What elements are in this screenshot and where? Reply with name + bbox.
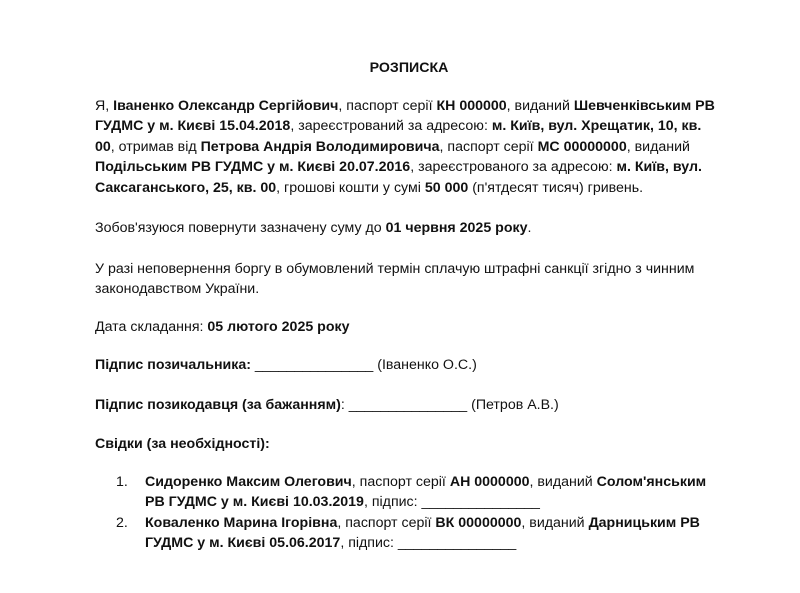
witnesses-heading-text: Свідки (за необхідності):	[95, 436, 270, 452]
text-fragment: , зареєстрований за адресою:	[290, 118, 492, 134]
signature-blank: _______________	[250, 357, 378, 373]
text-fragment: , паспорт серії	[439, 138, 538, 155]
receipt-document	[95, 58, 715, 554]
text-fragment: , виданий	[529, 473, 597, 490]
text-fragment: , виданий	[521, 514, 589, 531]
text-fragment: , виданий	[506, 97, 574, 114]
receipt-main-paragraph	[95, 96, 715, 199]
text-fragment: Я,	[95, 97, 114, 114]
repayment-date: 01 червня 2025 року	[385, 220, 528, 236]
date-label: Дата складання:	[95, 318, 208, 335]
list-number: 1.	[116, 473, 128, 490]
repayment-paragraph	[95, 218, 715, 239]
text-fragment: , виданий	[626, 138, 690, 155]
witness-name: Коваленко Марина Ігорівна	[145, 514, 338, 531]
document-title: РОЗПИСКА	[369, 60, 449, 76]
lender-signature-line	[95, 395, 715, 416]
signature-blank: _______________	[348, 396, 472, 413]
text-fragment: .	[527, 220, 532, 236]
list-number: 2.	[116, 514, 128, 531]
text-fragment: , отримав від	[110, 138, 201, 155]
lender-passport-number: МС 00000000	[537, 138, 627, 155]
text-fragment: Зобов'язуюся повернути зазначену суму до	[95, 220, 386, 236]
lender-passport-issuer: Подільським РВ ГУДМС у м. Києві 20.07.2016	[95, 159, 411, 175]
borrower-passport-issuer: Шевченківським РВ ГУДМС у м. Києві 15.04.2018	[95, 97, 715, 134]
witness-passport-number: ВК 00000000	[435, 514, 522, 531]
witness-signature-blank: , підпис: _______________	[363, 494, 540, 510]
list-item	[95, 472, 715, 513]
witness-passport-issuer: Солом'янським РВ ГУДМС у м. Києві 10.03.2019	[145, 473, 707, 510]
witnesses-heading	[95, 434, 715, 455]
text-fragment: , паспорт серії	[338, 97, 437, 114]
borrower-signature-label: Підпис позичальника:	[95, 357, 251, 373]
borrower-passport-number: КН 000000	[436, 97, 507, 114]
date-value: 05 лютого 2025 року	[207, 318, 350, 335]
witnesses-list	[95, 472, 715, 554]
text-fragment: , паспорт серії	[337, 514, 436, 531]
text-fragment: , зареєстрованого за адресою:	[410, 159, 617, 175]
list-item	[95, 513, 715, 554]
borrower-name: Іваненко Олександр Сергійович	[113, 97, 339, 114]
penalty-paragraph: У разі неповернення боргу в обумовлений термін сплачую штрафні санкції згідно з чинним законодавством України.	[95, 260, 695, 297]
lender-signature-label: Підпис позикодавця (за бажанням)	[95, 396, 341, 413]
loan-amount: 50 000	[424, 179, 469, 196]
text-fragment: , паспорт серії	[351, 473, 450, 490]
witness-signature-blank: , підпис: _______________	[340, 535, 517, 551]
witness-passport-number: АН 0000000	[449, 473, 530, 490]
borrower-address: м. Київ, вул. Хрещатик, 10, кв. 00	[95, 118, 702, 155]
borrower-signature-line	[95, 355, 715, 376]
witness-passport-issuer: Дарницьким РВ ГУДМС у м. Києві 05.06.2017	[145, 514, 700, 551]
text-fragment: , грошові кошти у сумі	[276, 179, 425, 196]
witness-name: Сидоренко Максим Олегович	[145, 473, 352, 490]
lender-address: м. Київ, вул. Саксаганського, 25, кв. 00	[95, 159, 702, 196]
lender-name: Петрова Андрія Володимировича	[200, 138, 440, 155]
text-fragment: (п'ятдесят тисяч) гривень.	[468, 179, 644, 196]
lender-initials: (Петров А.В.)	[471, 396, 559, 413]
borrower-initials: (Іваненко О.С.)	[377, 357, 477, 373]
text-fragment: :	[340, 396, 349, 413]
date-line	[95, 317, 715, 338]
